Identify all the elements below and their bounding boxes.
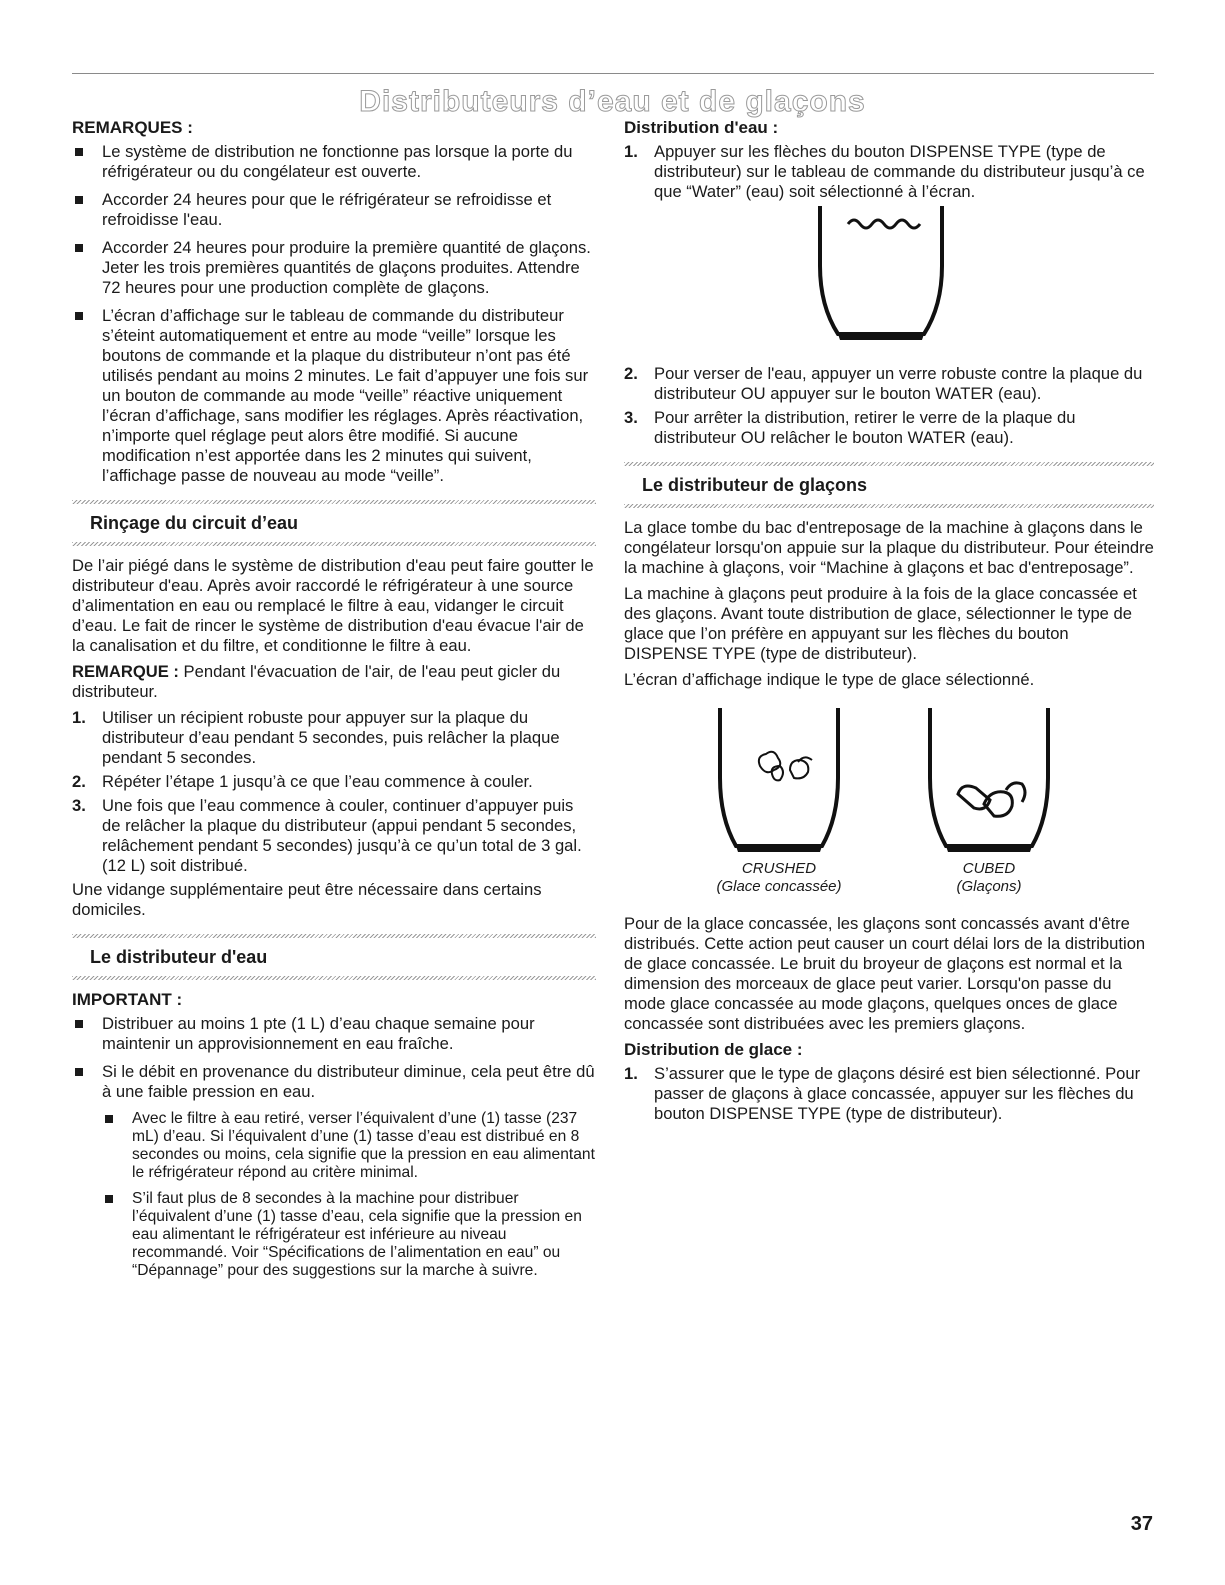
section-title: Rinçage du circuit d’eau: [90, 513, 299, 533]
important-list: [72, 1014, 596, 1102]
water-distribution-heading: Distribution d'eau :: [624, 118, 779, 137]
note-label: REMARQUE :: [72, 662, 179, 681]
step-item: 2. Répéter l’étape 1 jusqu’à ce que l’eau commence à couler.: [72, 772, 533, 791]
hatch-divider: [624, 462, 1154, 466]
list-item: S’il faut plus de 8 secondes à la machine pour distribuer l’équivalent d’une (1) tasse d’eau, cela signifie que la pression en eau alimentant le réfrigérateur est inférieure au niveau recommandé. Voir “Spécifications de l’alimentation en eau” ou “Dépannage” pour des suggestions sur la marche à suivre.: [72, 1190, 596, 1280]
top-rule: [72, 73, 1154, 74]
section-header-rinse: [72, 500, 596, 546]
square-bullet-icon: [75, 148, 83, 156]
section-header-ice-dispenser: [624, 462, 1154, 508]
water-glass-icon: [624, 206, 1154, 356]
ice-steps: [624, 1064, 1154, 1124]
crushed-label: CRUSHED: [741, 860, 817, 877]
list-item: Distribuer au moins 1 pte (1 L) d’eau chaque semaine pour maintenir un approvisionnement en eau fraîche.: [72, 1014, 596, 1054]
hatch-divider: [72, 500, 596, 504]
hatch-divider: [72, 542, 596, 546]
pressure-sublist: [72, 1110, 596, 1280]
ice-glasses-icon: [624, 708, 1154, 864]
ice-distribution-heading: Distribution de glace :: [624, 1040, 803, 1059]
step-item: 3. Une fois que l’eau commence à couler, continuer d’appuyer puis de relâcher la plaque du distributeur (appui pendant 5 secondes, relâchement pendant 5 secondes) jusqu’à ce qu’un total de 3 gal. (12 L) soit distribué.: [72, 796, 582, 875]
left-column: [72, 118, 596, 1288]
square-bullet-icon: [105, 1195, 113, 1203]
square-bullet-icon: [105, 1115, 113, 1123]
list-item: Le système de distribution ne fonctionne pas lorsque la porte du réfrigérateur ou du congélateur est ouverte.: [72, 142, 596, 182]
note-text: Pendant l'évacuation de l'air, de l'eau peut gicler du distributeur.: [72, 662, 561, 701]
page-number: 37: [1130, 1513, 1153, 1535]
rinse-steps: [72, 708, 596, 876]
cubed-sublabel: (Glaçons): [956, 878, 1022, 895]
square-bullet-icon: [75, 1020, 83, 1028]
remarks-heading: REMARQUES :: [72, 118, 193, 137]
rinse-outro: Une vidange supplémentaire peut être nécessaire dans certains domiciles.: [72, 880, 542, 919]
square-bullet-icon: [75, 196, 83, 204]
section-title: Le distributeur de glaçons: [642, 475, 868, 495]
square-bullet-icon: [75, 244, 83, 252]
list-item: Si le débit en provenance du distributeur diminue, cela peut être dû à une faible pression en eau.: [72, 1062, 596, 1102]
crushed-caption: [716, 860, 842, 896]
step-item: 1. Utiliser un récipient robuste pour appuyer sur la plaque du distributeur d’eau pendant 5 secondes, puis relâcher la plaque pendant 5 secondes.: [72, 708, 560, 767]
ice-paragraph: La machine à glaçons peut produire à la fois de la glace concassée et des glaçons. Avant toute distribution de glace, sélectionner le type de glace que l’on préfère en appuyant sur les flèches du bouton DISPENSE TYPE (type de distributeur).: [624, 584, 1137, 663]
right-column: [624, 118, 1154, 1128]
page-title: Distributeurs d’eau et de glaçons: [359, 85, 866, 118]
step-item: 1. Appuyer sur les flèches du bouton DISPENSE TYPE (type de distributeur) sur le tableau de commande du distributeur jusqu’à ce que “Water” (eau) soit sélectionné à l’écran.: [624, 142, 1145, 201]
list-item: Accorder 24 heures pour que le réfrigérateur se refroidisse et refroidisse l'eau.: [72, 190, 596, 230]
rinse-note: [72, 662, 596, 702]
ice-paragraph: La glace tombe du bac d'entreposage de la machine à glaçons dans le congélateur lorsqu'on appuie sur la plaque du distributeur. Pour éteindre la machine à glaçons, voir “Machine à glaçons et bac d'entreposage”.: [624, 518, 1154, 577]
step-item: 3. Pour arrêter la distribution, retirer le verre de la plaque du distributeur OU relâcher le bouton WATER (eau).: [624, 408, 1076, 447]
crushed-sublabel: (Glace concassée): [716, 878, 842, 895]
square-bullet-icon: [75, 1068, 83, 1076]
water-steps-2: [624, 364, 1154, 448]
list-item: Accorder 24 heures pour produire la première quantité de glaçons. Jeter les trois premières quantités de glaçons produites. Attendre 72 heures pour une production complète de glaçons.: [72, 238, 596, 298]
list-item: Avec le filtre à eau retiré, verser l’équivalent d’une (1) tasse (237 mL) d’eau. Si l’équivalent d’une (1) tasse d’eau est distribué en 8 secondes ou moins, cela signifie que la pression en eau alimentant le réfrigérateur répond au critère minimal.: [72, 1110, 596, 1182]
remarks-list: [72, 142, 596, 486]
hatch-divider: [72, 934, 596, 938]
rinse-intro: De l’air piégé dans le système de distribution d'eau peut faire goutter le distributeur d'eau. Après avoir raccordé le réfrigérateur à une source d’alimentation en eau ou remplacé le filtre à eau, vidanger le circuit d’eau. Le fait de rincer le système de distribution d'eau évacue l'air de la canalisation et du filtre, et conditionne le filtre à eau.: [72, 556, 594, 655]
square-bullet-icon: [75, 312, 83, 320]
crushed-explanation: Pour de la glace concassée, les glaçons sont concassés avant d'être distribués. Cette action peut causer un court délai lors de la distribution de glace concassée. Le bruit du broyeur de glaçons est normal et la dimension des morceaux de glace peut varier. Lorsqu'on passe du mode glace concassée au mode glaçons, quelques onces de glace concassée sont distribuées avec les premiers glaçons.: [624, 914, 1146, 1033]
section-header-water-dispenser: [72, 934, 596, 980]
ice-type-figure: [624, 708, 1154, 904]
hatch-divider: [624, 504, 1154, 508]
water-glass-figure: [624, 206, 1154, 356]
cubed-caption: [926, 860, 1052, 896]
ice-paragraph: L’écran d’affichage indique le type de glace sélectionné.: [624, 670, 1035, 689]
step-item: 1. S’assurer que le type de glaçons désiré est bien sélectionné. Pour passer de glaçons à glace concassée, appuyer sur les flèches du bouton DISPENSE TYPE (type de distributeur).: [624, 1064, 1141, 1123]
important-heading: IMPORTANT :: [72, 990, 183, 1009]
list-item: L’écran d’affichage sur le tableau de commande du distributeur s’éteint automatiquement et entre au mode “veille” lorsque les boutons de commande et la plaque du distributeur n’ont pas été utilisés pendant au moins 2 minutes. Le fait d’appuyer une fois sur un bouton de commande au mode “veille” réactive uniquement l’écran d’affichage, sans modifier les réglages. Après réactivation, n’importe quel réglage peut alors être modifié. Si aucune modification n’est apportée dans les 2 minutes qui suivent, l’affichage passe de nouveau au mode “veille”.: [72, 306, 596, 486]
water-steps-1: [624, 142, 1154, 202]
step-item: 2. Pour verser de l'eau, appuyer un verre robuste contre la plaque du distributeur OU appuyer sur le bouton WATER (eau).: [624, 364, 1143, 403]
cubed-label: CUBED: [962, 860, 1016, 877]
hatch-divider: [72, 976, 596, 980]
section-title: Le distributeur d'eau: [90, 947, 268, 967]
